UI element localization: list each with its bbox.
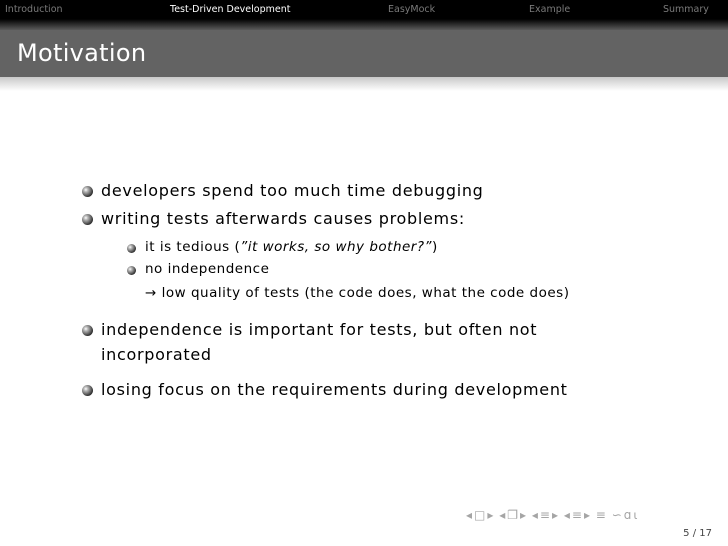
header-gradient (0, 19, 728, 30)
nav-item-easymock[interactable]: EasyMock (388, 4, 436, 15)
nav-next-part-icon[interactable]: ▸ (583, 508, 590, 522)
sub-bullet-item (145, 239, 438, 255)
bullet-icon (82, 325, 93, 336)
sub-bullet-icon (127, 266, 136, 275)
section-navigation (0, 0, 728, 19)
bullet-item: developers spend too much time debugging (101, 181, 484, 200)
beamer-navigation-controls (466, 508, 639, 522)
title-shadow (0, 77, 728, 91)
nav-item-example[interactable]: Example (529, 4, 571, 15)
sub-bullet-item: no independence (145, 261, 270, 277)
bullet-icon (82, 186, 93, 197)
sub-bullet-continuation: → low quality of tests (the code does, what the code does) (145, 285, 570, 301)
nav-next-section-icon[interactable]: ▸ (551, 508, 559, 522)
nav-section-icon[interactable]: ≡ (539, 508, 550, 522)
bullet-item: writing tests afterwards causes problems: (101, 209, 465, 228)
sub-bullet-text: it is tedious ( (145, 239, 241, 255)
nav-back-icon[interactable]: ∽ (611, 508, 622, 522)
page-number: 5 / 17 (683, 528, 712, 539)
sub-bullet-close: ) (432, 239, 438, 255)
bullet-item: losing focus on the requirements during development (101, 380, 568, 399)
nav-prev-frame-icon[interactable]: ◂ (466, 508, 473, 522)
sub-bullet-icon (127, 244, 136, 253)
bullet-item-continuation: incorporated (101, 345, 212, 364)
nav-subsection-icon[interactable]: ❐ (507, 508, 519, 522)
bullet-icon (82, 385, 93, 396)
nav-next-frame-icon[interactable]: ▸ (487, 508, 494, 522)
nav-item-summary[interactable]: Summary (663, 4, 709, 15)
bullet-item: independence is important for tests, but often not (101, 320, 538, 339)
nav-part-icon[interactable]: ≡ (571, 508, 582, 522)
nav-item-test-driven-development[interactable]: Test-Driven Development (170, 4, 291, 15)
nav-prev-part-icon[interactable]: ◂ (563, 508, 570, 522)
nav-frame-icon[interactable]: □ (474, 508, 486, 522)
page-title: Motivation (17, 39, 147, 67)
bullet-icon (82, 214, 93, 225)
nav-appendix-icon[interactable]: ≡ (595, 508, 606, 522)
nav-prev-section-icon[interactable]: ◂ (531, 508, 538, 522)
nav-next-subsection-icon[interactable]: ▸ (520, 508, 527, 522)
nav-item-introduction[interactable]: Introduction (5, 4, 63, 15)
nav-forward-icon[interactable]: ⍳ (633, 508, 638, 522)
nav-search-icon[interactable]: ɑ (623, 508, 632, 522)
sub-bullet-italic: ”it works, so why bother?” (240, 239, 433, 255)
nav-prev-subsection-icon[interactable]: ◂ (499, 508, 506, 522)
title-bar (0, 30, 728, 77)
